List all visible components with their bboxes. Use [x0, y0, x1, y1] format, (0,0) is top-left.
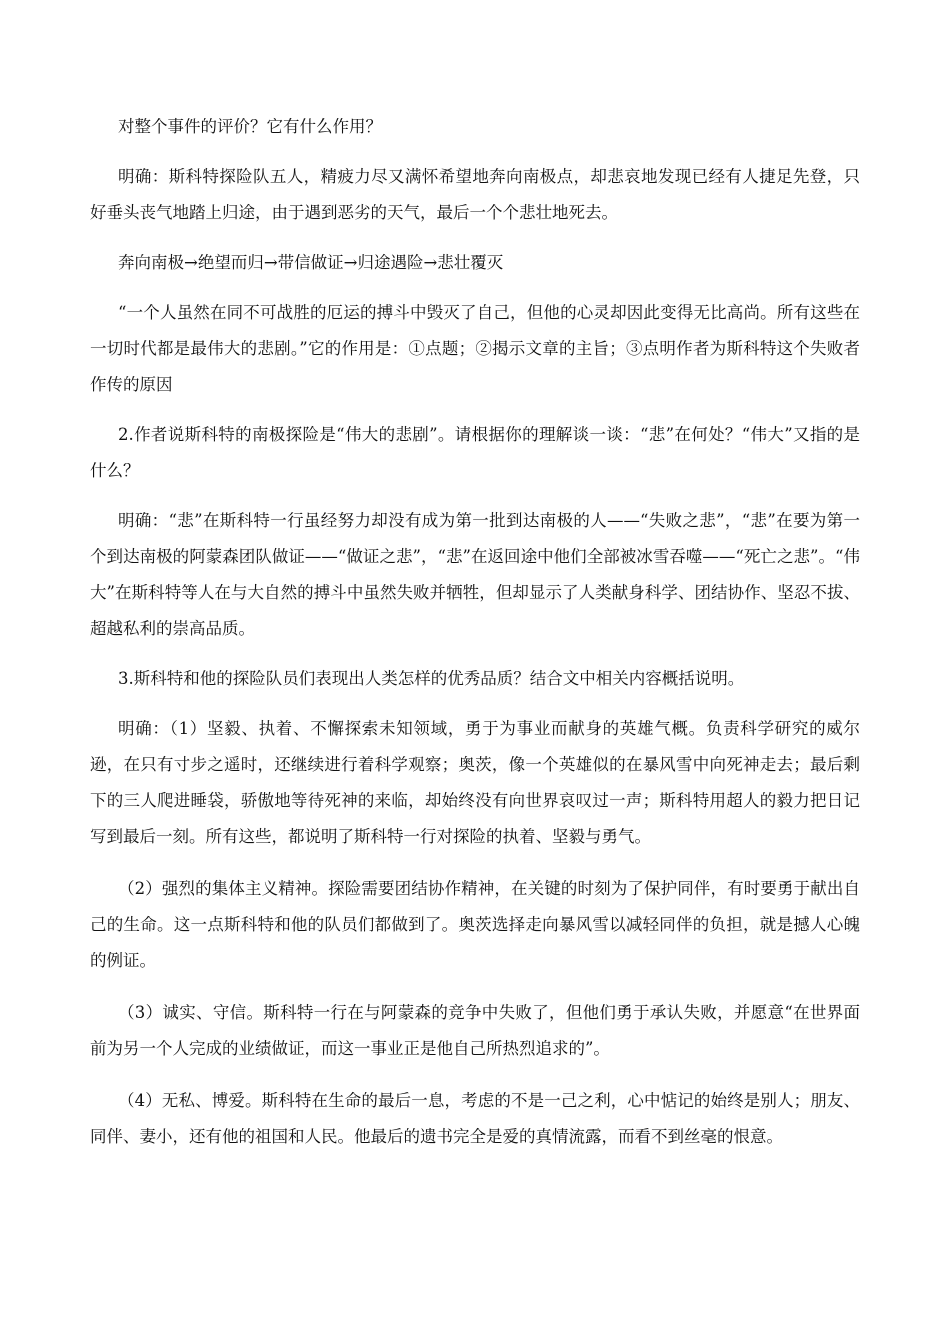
paragraph-answer-3-point-4: （4）无私、博爱。斯科特在生命的最后一息，考虑的不是一己之利，心中惦记的始终是别人；朋友、同伴、妻小，还有他的祖国和人民。他最后的遗书完全是爱的真情流露，而看不到丝毫的恨意。 — [90, 1091, 860, 1146]
paragraph-answer-3-point-2: （2）强烈的集体主义精神。探险需要团结协作精神，在关键的时刻为了保护同伴，有时要勇于献出自己的生命。这一点斯科特和他的队员们都做到了。奥茨选择走向暴风雪以减轻同伴的负担，就是撼人心魄的例证。 — [90, 879, 860, 970]
paragraph-answer-2: 明确：“悲”在斯科特一行虽经努力却没有成为第一批到达南极的人——“失败之悲”，“悲”在要为第一个到达南极的阿蒙森团队做证——“做证之悲”，“悲”在返回途中他们全部被冰雪吞噬——“死亡之悲”。“伟大”在斯科特等人在与大自然的搏斗中虽然失败并牺牲，但却显示了人类献身科学、团结协作、坚忍不拔、超越私利的崇高品质。 — [90, 511, 860, 638]
paragraph-answer-3-point-1: 明确：（1）坚毅、执着、不懈探索未知领域，勇于为事业而献身的英雄气概。负责科学研究的威尔逊，在只有寸步之遥时，还继续进行着科学观察；奥茨，像一个英雄似的在暴风雪中向死神走去；最后剩下的三人爬进睡袋，骄傲地等待死神的来临，却始终没有向世界哀叹过一声；斯科特用超人的毅力把日记写到最后一刻。所有这些，都说明了斯科特一行对探险的执着、坚毅与勇气。 — [90, 719, 860, 846]
paragraph-question-2: 2.作者说斯科特的南极探险是“伟大的悲剧”。请根据你的理解谈一谈：“悲”在何处？“伟大”又指的是什么？ — [90, 425, 860, 480]
paragraph-answer-1: 明确：斯科特探险队五人，精疲力尽又满怀希望地奔向南极点，却悲哀地发现已经有人捷足先登，只好垂头丧气地踏上归途，由于遇到恶劣的天气，最后一个个悲壮地死去。 — [90, 167, 860, 222]
paragraph-quote-effect: “一个人虽然在同不可战胜的厄运的搏斗中毁灭了自己，但他的心灵却因此变得无比高尚。所有这些在一切时代都是最伟大的悲剧。”它的作用是：①点题；②揭示文章的主旨；③点明作者为斯科特这个失败者作传的原因 — [90, 303, 860, 394]
paragraph-answer-3-point-3: （3）诚实、守信。斯科特一行在与阿蒙森的竞争中失败了，但他们勇于承认失败，并愿意“在世界面前为另一个人完成的业绩做证，而这一事业正是他自己所热烈追求的”。 — [90, 1003, 860, 1058]
paragraph-question-end: 对整个事件的评价？它有什么作用？ — [118, 117, 382, 136]
paragraph-flow-summary: 奔向南极→绝望而归→带信做证→归途遇险→悲壮覆灭 — [118, 253, 504, 272]
paragraph-question-3: 3.斯科特和他的探险队员们表现出人类怎样的优秀品质？结合文中相关内容概括说明。 — [118, 669, 745, 688]
